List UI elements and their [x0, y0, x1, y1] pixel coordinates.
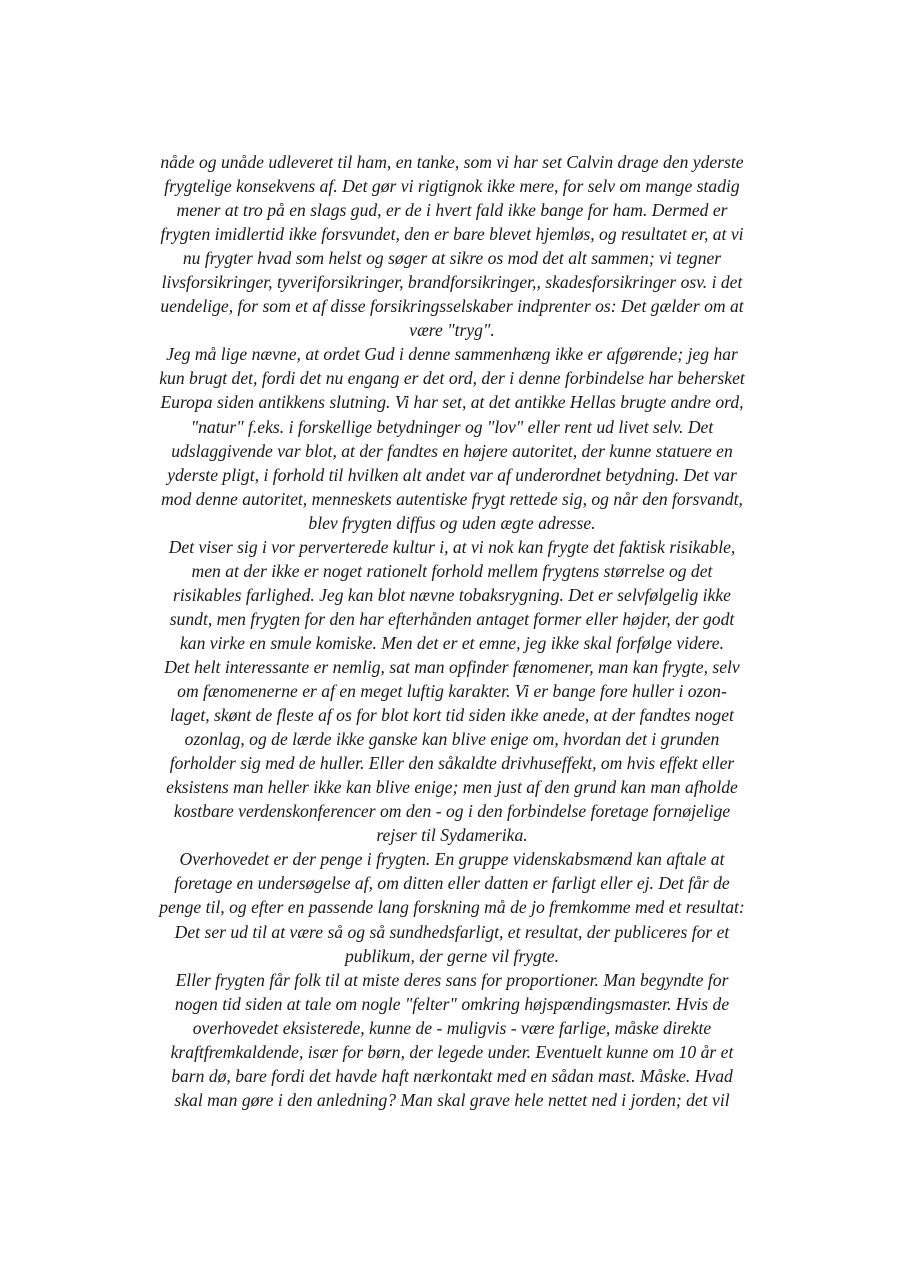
text-line: nogen tid siden at tale om nogle "felter" omkring højspændingsmaster. Hvis de — [174, 993, 730, 1014]
text-line: livsforsikringer, tyveriforsikringer, brandforsikringer,, skadesforsikringer osv. i det — [161, 272, 743, 293]
text-line: risikables farlighed. Jeg kan blot nævne tobaksrygning. Det er selvfølgelig ikke — [173, 584, 731, 605]
text-line: Eller frygten får folk til at miste deres sans for proportioner. Man begyndte for — [175, 969, 729, 990]
text-line: kostbare verdenskonferencer om den - og i den forbindelse foretage fornøjelige — [173, 801, 731, 822]
text-line: rejser til Sydamerika. — [376, 825, 528, 846]
text-line: blev frygten diffus og uden ægte adresse. — [308, 512, 596, 533]
text-line: yderste pligt, i forhold til hvilken alt andet var af underordnet betydning. Det var — [167, 464, 737, 485]
text-line: barn dø, bare fordi det havde haft nærkontakt med en sådan mast. Måske. Hvad — [171, 1065, 733, 1086]
text-line: skal man gøre i den anledning? Man skal grave hele nettet ned i jorden; det vil — [174, 1089, 730, 1110]
text-line: udslaggivende var blot, at der fandtes en højere autoritet, der kunne statuere en — [171, 440, 733, 461]
text-line: mod denne autoritet, menneskets autentiske frygt rettede sig, og når den forsvandt, — [161, 488, 743, 509]
text-line: uendelige, for som et af disse forsikringsselskaber indprenter os: Det gælder om at — [160, 296, 744, 317]
text-line: om fænomenerne er af en meget luftig karakter. Vi er bange fore huller i ozon- — [177, 681, 727, 702]
text-line: frygtelige konsekvens af. Det gør vi rigtignok ikke mere, for selv om mange stadig — [164, 176, 740, 197]
text-line: Det ser ud til at være så og så sundhedsfarligt, et resultat, der publiceres for et — [174, 921, 730, 942]
text-line: mener at tro på en slags gud, er de i hvert fald ikke bange for ham. Dermed er — [176, 200, 728, 221]
text-line: eksistens man heller ikke kan blive enige; men just af den grund kan man afholde — [166, 777, 738, 798]
text-line: nu frygter hvad som helst og søger at sikre os mod det alt sammen; vi tegner — [182, 248, 722, 269]
text-line: kun brugt det, fordi det nu engang er det ord, der i denne forbindelse har behersket — [159, 368, 745, 389]
body-text — [90, 150, 814, 1112]
text-line: publikum, der gerne vil frygte. — [344, 945, 559, 966]
text-line: penge til, og efter en passende lang forskning må de jo fremkomme med et resultat: — [159, 897, 745, 918]
text-line: være "tryg". — [409, 320, 495, 341]
text-line: laget, skønt de fleste af os for blot kort tid siden ikke anede, at der fandtes noget — [170, 705, 734, 726]
text-line: kan virke en smule komiske. Men det er et emne, jeg ikke skal forfølge videre. — [179, 632, 725, 653]
text-line: "natur" f.eks. i forskellige betydninger og "lov" eller rent ud livet selv. Det — [190, 416, 714, 437]
text-line: men at der ikke er noget rationelt forhold mellem frygtens størrelse og det — [191, 560, 713, 581]
text-line: frygten imidlertid ikke forsvundet, den er bare blevet hjemløs, og resultatet er, at vi — [160, 224, 744, 245]
text-line: overhovedet eksisterede, kunne de - muligvis - være farlige, måske direkte — [192, 1017, 712, 1038]
text-line: Det helt interessante er nemlig, sat man opfinder fænomener, man kan frygte, selv — [164, 656, 740, 677]
text-line: sundt, men frygten for den har efterhånden antaget former eller højder, der godt — [169, 608, 735, 629]
text-line: nåde og unåde udleveret til ham, en tanke, som vi har set Calvin drage den yderste — [160, 152, 744, 172]
text-line: Europa siden antikkens slutning. Vi har set, at det antikke Hellas brugte andre ord, — [160, 392, 744, 413]
text-line: Overhovedet er der penge i frygten. En gruppe videnskabsmænd kan aftale at — [179, 849, 725, 870]
text-line: ozonlag, og de lærde ikke ganske kan blive enige om, hvordan det i grunden — [184, 729, 720, 750]
text-line: Jeg må lige nævne, at ordet Gud i denne sammenhæng ikke er afgørende; jeg har — [166, 344, 738, 365]
text-line: Det viser sig i vor perverterede kultur i, at vi nok kan frygte det faktisk risikable, — [168, 536, 736, 557]
text-line: kraftfremkaldende, især for børn, der legede under. Eventuelt kunne om 10 år et — [170, 1041, 734, 1062]
text-line: forholder sig med de huller. Eller den såkaldte drivhuseffekt, om hvis effekt eller — [169, 753, 735, 774]
text-line: foretage en undersøgelse af, om ditten eller datten er farligt eller ej. Det får de — [174, 873, 730, 894]
